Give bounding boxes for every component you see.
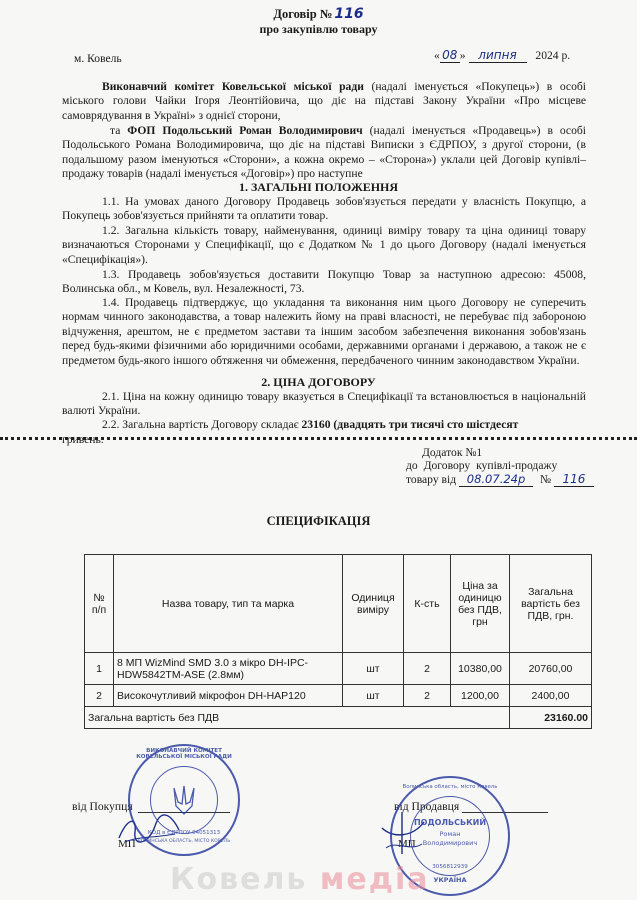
seal-right-country: УКРАЇНА — [433, 876, 467, 884]
clause-1-4: 1.4. Продавець підтверджує, що укладання та виконання ним цього Договору не суперечить нормам чинного законодавства, а товар належить йому на праві власності, не перебуває під забороною відчуження, арештом, не є предметом застави та іншим засобом забезпечення виконання зобов'язань перед будь-якими фізичними або юридичними особами, державними органами і державою, а також не є предметом будь-якого іншого обтяження чи обмеження, передбаченого чинним законодавством України. — [62, 296, 586, 367]
row-qty: 2 — [404, 653, 451, 685]
date-year: 2024 р. — [535, 49, 571, 62]
specification-title: СПЕЦИФІКАЦІЯ — [266, 514, 371, 528]
table-row — [85, 685, 592, 707]
seller-name: ФОП Подольський Роман Володимирович — [127, 124, 363, 137]
annex-date-handwritten: 08.07.24р — [459, 472, 533, 487]
row-name: 8 МП WizMind SMD 3.0 з мікро DH-IPC-HDW5842TM-ASE (2.8мм) — [114, 653, 343, 685]
table-header-row — [85, 555, 592, 653]
contract-total-words: 23160 (двадцять три тисячі сто шістдесят — [301, 418, 519, 431]
buyer-signature-label: від Покупця — [72, 800, 133, 813]
seal-left-text: ВИКОНАВЧИЙ КОМІТЕТ КОВЕЛЬСЬКОЇ МІСЬКОЇ РАДИ — [136, 748, 232, 760]
contract-date: « 08 » липня 2024 р. — [434, 48, 571, 62]
contract-subtitle: про закупівлю товару — [259, 22, 378, 36]
table-row — [85, 653, 592, 685]
seal-right-name-3: Володимирович — [422, 839, 478, 847]
col-header-unit: Одиниця виміру — [343, 555, 404, 653]
footer-total: 23160.00 — [510, 707, 592, 729]
specification-table — [84, 554, 592, 729]
seller-signature-label: від Продавця — [394, 800, 460, 813]
col-header-price: Ціна за одиницю без ПДВ, грн — [451, 555, 510, 653]
seller-mp-label: МП — [398, 838, 416, 850]
row-unit: шт — [343, 685, 404, 707]
col-header-qty: К-сть — [404, 555, 451, 653]
seal-left-code: КОД в ЄДРПОУ 04051313 — [147, 830, 221, 836]
seal-left-region: ВОЛИНСЬКА ОБЛАСТЬ, МІСТО КОВЕЛЬ — [137, 839, 231, 844]
section-1-heading: 1. ЗАГАЛЬНІ ПОЛОЖЕННЯ — [238, 180, 399, 194]
annex-number-handwritten: 116 — [554, 472, 594, 487]
row-total: 20760,00 — [510, 653, 592, 685]
annex-reference: до Договору купівлі-продажу — [406, 459, 558, 472]
seal-right-region: Волинська область, місто Ковель — [402, 784, 498, 790]
clause-2-2: 2.2. Загальна вартість Договору складає 23160 (двадцять три тисячі сто шістдесят — [102, 418, 519, 431]
seal-right-name-1: ПОДОЛЬСЬКИЙ — [413, 818, 487, 827]
contract-title — [0, 6, 637, 22]
city: м. Ковель — [74, 52, 122, 65]
clause-2-2-continuation: гривень. — [62, 433, 104, 446]
row-price: 1200,00 — [451, 685, 510, 707]
table-footer-row — [85, 707, 592, 729]
annex-label: Додаток №1 — [422, 446, 483, 459]
col-header-number: № п/п — [85, 555, 114, 653]
clause-2-1: 2.1. Ціна на кожну одиницю товару вказується в Специфікації та встановлюється в національній валюті України. — [62, 390, 586, 418]
row-number: 1 — [85, 653, 114, 685]
date-day-handwritten: 08 — [440, 48, 460, 63]
date-month-handwritten: липня — [469, 48, 527, 63]
clause-1-3: 1.3. Продавець зобов'язується доставити Покупцю Товар за наступною адресою: 45008, Волинська обл., м Ковель, вул. Незалежності, 73. — [62, 268, 586, 296]
row-name: Високочутливий мікрофон DH-HAP120 — [114, 685, 343, 707]
clause-1-1: 1.1. На умовах даного Договору Продавець зобов'язується передати у власність Покупцю, а Покупець зобов'язується прийняти та оплатити товар. — [62, 195, 586, 223]
annex-date-line: товару від 08.07.24р № 116 — [406, 472, 594, 487]
row-total: 2400,00 — [510, 685, 592, 707]
clause-1-2: 1.2. Загальна кількість товару, найменування, одиниці виміру товару та ціна одиниці товару визначаються Сторонами у Специфікації, що є Додатком № 1 до цього Договору (надалі іменується «Специфікація»). — [62, 224, 586, 266]
footer-label: Загальна вартість без ПДВ — [85, 707, 510, 729]
watermark-logo: Ковель медіа — [170, 862, 430, 897]
title-prefix: Договір № — [273, 7, 333, 21]
trident-coat-of-arms-icon — [172, 784, 196, 816]
row-unit: шт — [343, 653, 404, 685]
seal-right-code: 3056812939 — [432, 864, 468, 870]
section-2-heading: 2. ЦІНА ДОГОВОРУ — [261, 375, 376, 389]
row-price: 10380,00 — [451, 653, 510, 685]
intro-paragraph-buyer: Виконавчий комітет Ковельської міської ради (надалі іменується «Покупець») в особі міського голови Чайки Ігоря Леонтійовича, що діє на підставі Закону України «Про місцеве самоврядування в Україні» з однієї сторони, — [62, 80, 586, 122]
buyer-mp-label: МП — [118, 838, 136, 850]
contract-number-handwritten: 116 — [334, 6, 364, 22]
row-number: 2 — [85, 685, 114, 707]
row-qty: 2 — [404, 685, 451, 707]
intro-paragraph-seller: та ФОП Подольський Роман Володимирович (надалі іменується «Продавець») в особі Подольського Романа Володимировича, що діє на підставі Виписки з ЄДРПОУ, з другої сторони, (в подальшому разом іменуються «Сторони», а кожна окремо – «Сторона») уклали цей Договір купівлі–продажу товарів (надалі іменується «Договір») про наступне — [62, 124, 586, 181]
executive-committee-seal — [128, 744, 240, 856]
buyer-name: Виконавчий комітет Ковельської міської ради — [102, 80, 364, 93]
col-header-total: Загальна вартість без ПДВ, грн. — [510, 555, 592, 653]
col-header-name: Назва товару, тип та марка — [114, 555, 343, 653]
seal-right-name-2: Роман — [439, 830, 461, 838]
